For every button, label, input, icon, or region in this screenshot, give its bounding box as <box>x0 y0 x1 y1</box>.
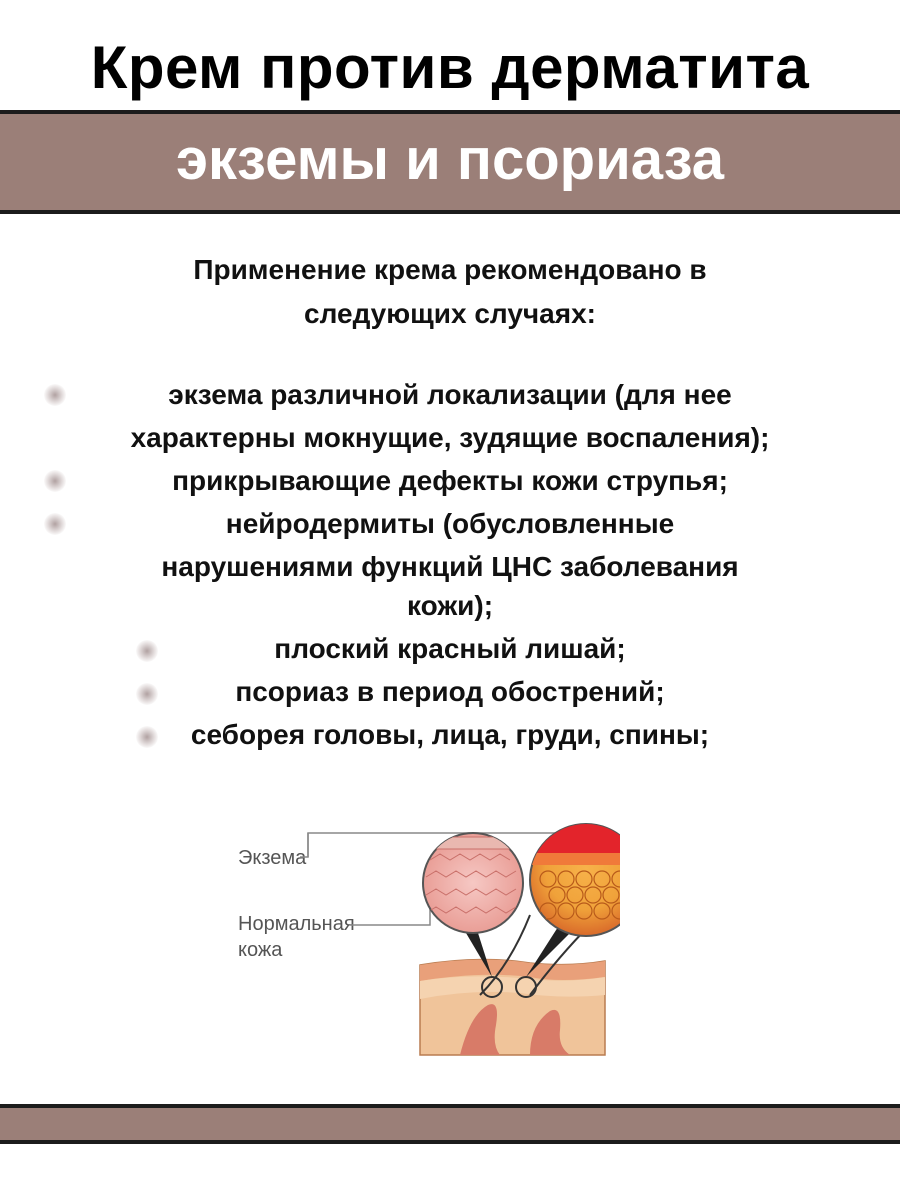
list-item-line: себорея головы, лица, груди, спины; <box>190 719 710 750</box>
subtitle-band <box>0 110 900 214</box>
normal-skin-label-1: Нормальная <box>238 913 355 935</box>
intro-text <box>0 248 900 336</box>
list-item-line: плоский красный лишай; <box>274 633 626 664</box>
eczema-label: Экзема <box>238 847 307 869</box>
footer-band <box>0 1104 900 1144</box>
page-title: Крем против дерматита <box>90 34 810 101</box>
skin-diagram-icon <box>230 815 620 1060</box>
list-item-line: кожи); <box>406 590 494 621</box>
intro-line-1: Применение крема рекомендовано в <box>193 254 707 285</box>
intro-line-2: следующих случаях: <box>304 298 596 329</box>
list-item-line: характерны мокнущие, зудящие воспаления); <box>130 422 770 453</box>
skin-illustration <box>230 815 620 1060</box>
list-item-line: прикрывающие дефекты кожи струпья; <box>172 465 728 496</box>
list-item-line: нарушениями функций ЦНС заболевания <box>161 551 739 582</box>
list-item-line: экзема различной локализации (для нее <box>168 379 732 410</box>
subtitle-text: экземы и псориаза <box>175 127 725 192</box>
list-item-line: псориаз в период обострений; <box>235 676 665 707</box>
list-item-line: нейродермиты (обусловленные <box>225 508 675 539</box>
normal-skin-label-2: кожа <box>238 939 283 961</box>
